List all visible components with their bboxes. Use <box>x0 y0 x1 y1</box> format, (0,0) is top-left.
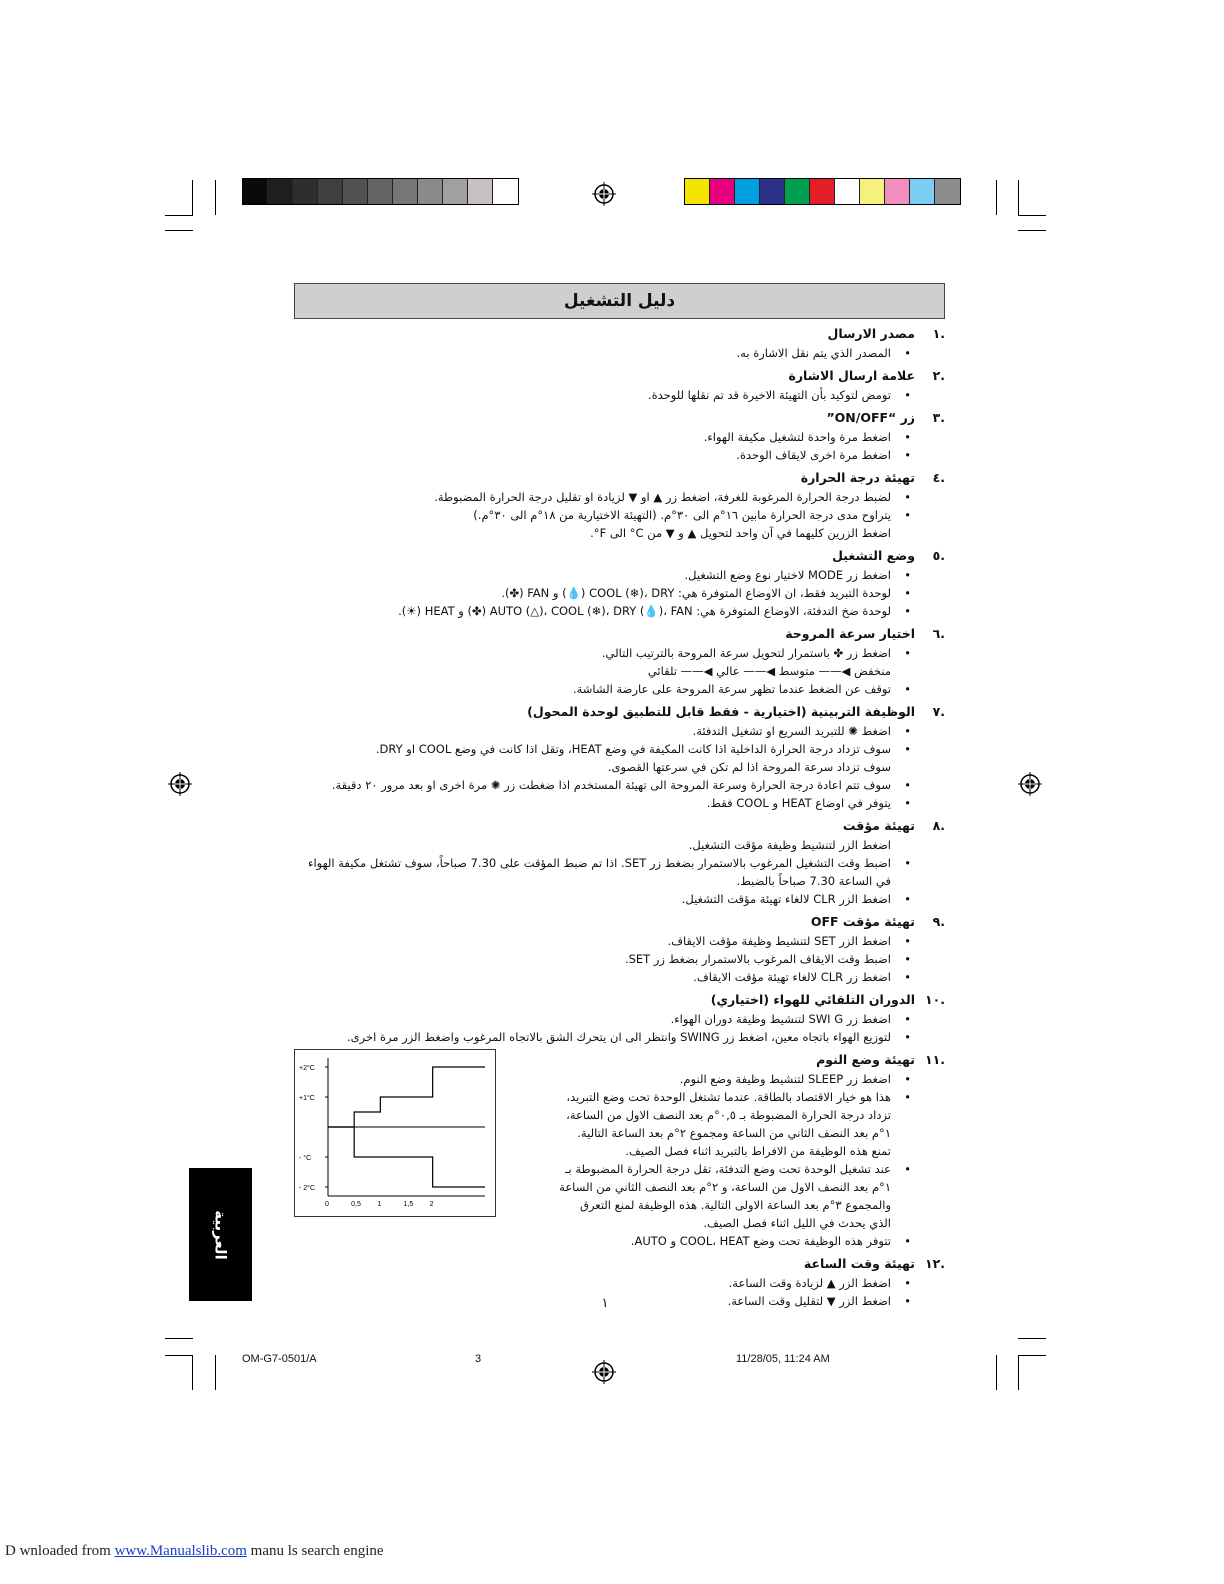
instruction-section <box>300 546 945 620</box>
grayscale-calibration-bar <box>242 178 519 205</box>
crop-mark <box>1018 180 1019 215</box>
color-swatch <box>418 179 443 204</box>
note-text: في الساعة 7.30 صباحاً بالضبط. <box>736 874 891 888</box>
instruction-section <box>300 912 945 986</box>
page-title: دليل التشغيل <box>294 283 945 319</box>
section-title: تهيئة درجة الحرارة <box>800 470 915 485</box>
manualslib-link[interactable]: www.Manualslib.com <box>114 1543 247 1559</box>
color-swatch <box>835 179 860 204</box>
list-item: • اضغط مرة واحدة لتشغيل مكيفة الهواء. <box>300 428 915 446</box>
list-item: • لوحدة ضخ التدفئة، الاوضاع المتوفرة هي: AUTO (△)، COOL (❄)، DRY (💧)، FAN (✤) و HEAT (☀). <box>300 602 915 620</box>
section-title: تهيئة وقت الساعة <box>803 1256 915 1271</box>
crop-mark <box>996 180 997 215</box>
color-swatch <box>735 179 760 204</box>
series-line-heat <box>328 1127 485 1187</box>
list-item: • المصدر الذي يتم نقل الاشارة به. <box>300 344 915 362</box>
section-number: .١ <box>932 326 945 341</box>
section-heading <box>300 408 945 428</box>
list-item: • اضغط زر SWI G لتنشيط وظيفة دوران الهواء. <box>300 1010 915 1028</box>
x-tick-label: 1,5 <box>403 1201 414 1208</box>
instruction-section <box>300 702 945 812</box>
y-tick-label: +1°C <box>299 1095 315 1102</box>
section-heading <box>300 366 945 386</box>
fan-speed-step: تلقائي <box>647 664 677 678</box>
section-heading <box>300 702 945 722</box>
section-title: الوظيفة التربينية (اختيارية - فقط قابل للتطبيق لوحدة المحول) <box>527 704 915 719</box>
instruction-section <box>300 816 945 908</box>
arrow-left-icon: ◀—— <box>739 664 779 678</box>
color-swatch <box>493 179 518 204</box>
section-heading <box>300 912 945 932</box>
crop-mark <box>192 180 193 215</box>
instruction-section <box>300 624 945 698</box>
list-item: • تتوفر هذه الوظيفة تحت وضع COOL، HEAT و AUTO. <box>555 1232 915 1250</box>
instruction-section <box>300 990 945 1046</box>
registration-mark-icon <box>1018 772 1042 796</box>
section-title: تهيئة مؤقت <box>842 818 915 833</box>
section-heading <box>300 990 945 1010</box>
bullet-list <box>300 488 945 524</box>
list-item: • سوف تزداد درجة الحرارة الداخلية اذا كانت المكيفة في وضع HEAT، وتقل اذا كانت في وضع COOL او DRY. <box>300 740 915 758</box>
registration-mark-icon <box>168 772 192 796</box>
y-tick-label: +2°C <box>299 1065 315 1072</box>
y-tick-label: - 2°C <box>299 1185 316 1192</box>
section-title: وضع التشغيل <box>832 548 915 563</box>
bullet-list <box>300 680 945 698</box>
note-text: اضغط الزرين كليهما في آن واحد لتحويل ▲ و ▼ من C° الى F°. <box>590 526 891 540</box>
x-tick-label: 2 <box>429 1201 434 1208</box>
color-swatch <box>368 179 393 204</box>
fan-speed-sequence <box>300 662 945 680</box>
download-notice <box>5 1543 384 1560</box>
section-heading <box>300 1254 945 1274</box>
crop-mark <box>1018 215 1046 216</box>
color-swatch <box>685 179 710 204</box>
list-item: • عند تشغيل الوحدة تحت وضع التدفئة، تقل درجة الحرارة المضبوطة بـ ١°م بعد النصف الاول من الساعة، و ٢°م بعد النصف الثاني من الساعة والمجموع ٣°م بعد الساعة الاولى التالية. هذه الوظيفة لمنع التعرق الذي يحدث في الليل اثناء فصل الصيف. <box>555 1160 915 1232</box>
sleep-mode-chart-svg <box>295 1050 495 1216</box>
color-swatch <box>760 179 785 204</box>
bullet-list <box>300 932 945 986</box>
crop-mark <box>192 1355 193 1390</box>
color-swatch <box>443 179 468 204</box>
section-heading <box>300 816 945 836</box>
bullet-list <box>300 428 945 464</box>
section-number: .١١ <box>924 1052 945 1067</box>
bullet-list <box>300 1274 945 1310</box>
crop-mark <box>1018 230 1046 231</box>
list-item: • سوف تتم اعادة درجة الحرارة وسرعة المروحة الى تهيئة المستخدم اذا ضغطت زر ✺ مرة اخرى او بعد مرور ٢٠ دقيقة. <box>300 776 915 794</box>
bullet-list <box>300 722 945 758</box>
crop-mark <box>165 1355 193 1356</box>
section-number: .٣ <box>932 410 945 425</box>
list-item: • لتوزيع الهواء باتجاه معين، اضغط زر SWING وانتظر الى ان يتحرك الشق بالاتجاه المرغوب واضغط الزر مرة اخرى. <box>300 1028 915 1046</box>
language-label: العربية <box>211 1209 230 1260</box>
color-calibration-bar <box>684 178 961 205</box>
series-line-cool <box>328 1067 485 1127</box>
color-swatch <box>935 179 960 204</box>
section-number: .٨ <box>932 818 945 833</box>
list-item: • تومض لتوكيد بأن التهيئة الاخيرة قد تم نقلها للوحدة. <box>300 386 915 404</box>
section-number: .١٠ <box>924 992 945 1007</box>
list-item: • اضغط الزر SET لتنشيط وظيفة مؤقت الايقاف. <box>300 932 915 950</box>
list-item: • اضبط وقت الايقاف المرغوب بالاستمرار بضغط زر SET. <box>300 950 915 968</box>
fan-speed-step: متوسط <box>778 664 815 678</box>
bullet-list <box>300 890 945 908</box>
section-number: .٦ <box>932 626 945 641</box>
color-swatch <box>810 179 835 204</box>
section-number: .٩ <box>932 914 945 929</box>
color-swatch <box>243 179 268 204</box>
arrow-left-icon: ◀—— <box>676 664 717 678</box>
language-side-tab <box>189 1168 252 1301</box>
color-swatch <box>343 179 368 204</box>
color-swatch <box>318 179 343 204</box>
section-number: .٥ <box>932 548 945 563</box>
section-number: .٧ <box>932 704 945 719</box>
color-swatch <box>293 179 318 204</box>
section-title: مصدر الارسال <box>827 326 915 341</box>
section-heading <box>300 468 945 488</box>
list-item: • اضغط الزر ▲ لزيادة وقت الساعة. <box>300 1274 915 1292</box>
bullet-list <box>300 386 945 404</box>
bullet-list <box>300 776 945 812</box>
section-heading <box>300 324 945 344</box>
section-title: علامة ارسال الاشارة <box>788 368 915 383</box>
sleep-mode-chart <box>294 1049 496 1217</box>
section-title: زر “ON/OFF” <box>826 410 915 425</box>
fan-speed-step: منخفض <box>854 664 891 678</box>
list-item: • اضغط زر MODE لاختيار نوع وضع التشغيل. <box>300 566 915 584</box>
crop-mark <box>996 1355 997 1390</box>
registration-mark-icon <box>592 1360 616 1384</box>
instruction-section <box>300 1254 945 1310</box>
crop-mark <box>1018 1355 1046 1356</box>
color-swatch <box>785 179 810 204</box>
note-text: سوف تزداد سرعة المروحة اذا لم تكن في سرعتها القصوى. <box>607 760 891 774</box>
color-swatch <box>468 179 493 204</box>
instruction-section <box>300 468 945 542</box>
footer-code: OM-G7-0501/A <box>242 1353 317 1365</box>
bullet-list <box>300 344 945 362</box>
instruction-section <box>300 324 945 362</box>
color-swatch <box>885 179 910 204</box>
crop-mark <box>215 1355 216 1390</box>
instruction-section <box>300 408 945 464</box>
section-title: تهيئة وضع النوم <box>816 1052 915 1067</box>
section-number: .٤ <box>932 470 945 485</box>
crop-mark <box>1018 1355 1019 1390</box>
download-prefix: D wnloaded from <box>5 1543 115 1559</box>
x-tick-label: 0,5 <box>351 1201 361 1208</box>
list-item: • لوحدة التبريد فقط، ان الاوضاع المتوفرة هي: COOL (❄)، DRY (💧) و FAN (✤). <box>300 584 915 602</box>
page-number: ١ <box>601 1296 609 1311</box>
arrow-left-icon: ◀—— <box>814 664 855 678</box>
note-text: اضغط الزر لتنشيط وظيفة مؤقت التشغيل. <box>688 838 891 852</box>
section-heading <box>300 624 945 644</box>
list-item: • اضغط زر SLEEP لتنشيط وظيفة وضع النوم. <box>555 1070 915 1088</box>
crop-mark <box>1018 1338 1046 1339</box>
bullet-list <box>300 644 945 662</box>
color-swatch <box>710 179 735 204</box>
bullet-list <box>300 1010 945 1046</box>
section-title: تهيئة مؤقت OFF <box>810 914 915 929</box>
y-tick-label: - °C <box>299 1155 312 1162</box>
list-item: • اضغط زر ✤ باستمرار لتحويل سرعة المروحة بالترتيب التالي. <box>300 644 915 662</box>
footer-date: 11/28/05, 11:24 AM <box>736 1353 830 1365</box>
color-swatch <box>268 179 293 204</box>
fan-speed-step: عالي <box>716 664 740 678</box>
crop-mark <box>165 215 193 216</box>
list-item: • اضغط ✺ للتبريد السريع او تشغيل التدفئة. <box>300 722 915 740</box>
section-number: .٢ <box>932 368 945 383</box>
list-item: • توقف عن الضغط عندما تظهر سرعة المروحة على عارضة الشاشة. <box>300 680 915 698</box>
list-item: • اضغط زر CLR لالغاء تهيئة مؤقت الايقاف. <box>300 968 915 986</box>
list-item: • اضغط الزر ▼ لتقليل وقت الساعة. <box>300 1292 915 1310</box>
color-swatch <box>393 179 418 204</box>
list-item: • يتوفر في اوضاع HEAT و COOL فقط. <box>300 794 915 812</box>
list-item: • لضبط درجة الحرارة المرغوبة للغرفة، اضغط زر ▲ او ▼ لزيادة او تقليل درجة الحرارة المضبوطة. <box>300 488 915 506</box>
section-title: الدوران التلقائي للهواء (اختياري) <box>710 992 915 1007</box>
x-tick-label: 0 <box>325 1201 329 1208</box>
crop-mark <box>165 1338 193 1339</box>
download-suffix: manu ls search engine <box>246 1543 384 1559</box>
list-item: • يتراوح مدى درجة الحرارة مابين ١٦°م الى ٣٠°م. (التهيئة الاختيارية من ١٨°م الى ٣٠°م.) <box>300 506 915 524</box>
list-item: • اضبط وقت التشغيل المرغوب بالاستمرار بضغط زر SET. اذا تم ضبط المؤقت على 7.30 صباحاً، سوف تشتغل مكيفة الهواء <box>300 854 915 872</box>
crop-mark <box>215 180 216 215</box>
bullet-list <box>555 1070 945 1250</box>
section-number: .١٢ <box>924 1256 945 1271</box>
crop-mark <box>165 230 193 231</box>
bullet-list <box>300 854 945 872</box>
section-heading <box>300 546 945 566</box>
footer-page: 3 <box>475 1353 482 1365</box>
bullet-list <box>300 566 945 620</box>
color-swatch <box>910 179 935 204</box>
x-tick-label: 1 <box>377 1201 382 1208</box>
list-item: • اضغط مرة اخرى لايقاف الوحدة. <box>300 446 915 464</box>
section-title: اختيار سرعة المروحة <box>785 626 915 641</box>
color-swatch <box>860 179 885 204</box>
list-item: • اضغط الزر CLR لالغاء تهيئة مؤقت التشغيل. <box>300 890 915 908</box>
instruction-section <box>300 366 945 404</box>
list-item: • هذا هو خيار الاقتصاد بالطاقة. عندما تشتغل الوحدة تحت وضع التبريد، تزداد درجة الحرارة المضبوطة بـ ٠,٥°م بعد النصف الاول من الساعة، ١°م بعد النصف الثاني من الساعة ومجموع ٢°م بعد الساعة التالية. تمنع هذه الوظيفة من الافراط بالتبريد اثناء فصل الصيف. <box>555 1088 915 1160</box>
registration-mark-icon <box>592 182 616 206</box>
